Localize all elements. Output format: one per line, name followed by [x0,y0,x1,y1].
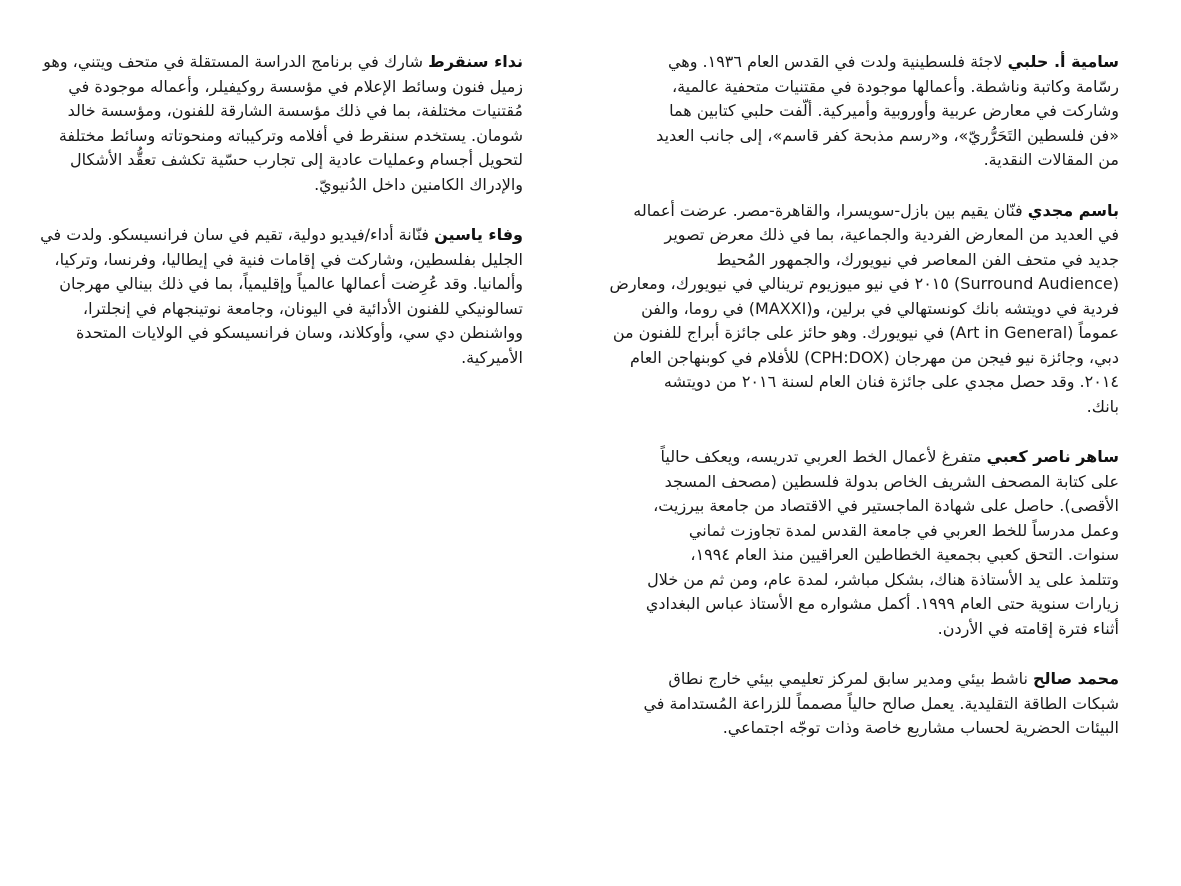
bio-name: باسم مجدي [1027,200,1119,220]
bio-line: ٢٠١٤. وقد حصل مجدي على جائزة فنان العام لسنة ٢٠١٦ من دويتشه [663,372,1119,391]
bio-line: متفرغ لأعمال الخط العربي تدريسه، ويعكف حالياً [660,447,987,466]
bio-line: وألمانيا. وقد عُرِضت أعمالها عالمياً وإقليمياً، بما في ذلك بينالي مهرجان [59,274,523,293]
bio-line: الأميركية. [461,347,523,367]
bio-line: تسالونيكي للفنون الأدائية في اليونان، وجامعة نوتينجهام في إنجلترا، [82,298,523,318]
bio-line: لاجئة فلسطينية ولدت في القدس العام ١٩٣٦. وهي [667,52,1008,71]
bio-line: على كتابة المصحف الشريف الخاص بدولة فلسطين (مصحف المسجد [664,471,1119,491]
bio-name: محمد صالح [1033,669,1119,688]
bio-line: زيارات سنوية حتى العام ١٩٩٩. أكمل مشواره مع الأستاذ عباس البغدادي [645,594,1119,613]
bio-line: فنّانة أداء/فيديو دولية، تقيم في سان فرانسيسكو. ولدت في [40,225,435,244]
bio-line: (Surround Audience) ٢٠١٥ في نيو ميوزيوم ترينالي في نيويورك، ومعارض [609,274,1119,293]
bio-nida-sinnokrot [43,50,523,197]
bio-line: جديد في متحف الفن المعاصر في نيويورك، والجمهور المُحيط [716,249,1119,269]
bio-line: لتحويل أجسام وعمليات عادية إلى تجارب حسّية تكشف تعقُّد الأشكال [70,150,523,169]
bio-line: زميل فنون وسائط الإعلام في مؤسسة روكيفيلر، وأعماله موجودة في [68,76,523,96]
bio-line: البيئات الحضرية لحساب مشاريع خاصة وذات توجّه اجتماعي. [722,718,1119,737]
bio-line: دبي، وجائزة نيو فيجن من مهرجان (CPH:DOX) للأفلام في كوبنهاجن العام [629,347,1119,367]
bio-line: وتتلمذ على يد الأستاذة هناك، بشكل مباشر، لمدة عام، ومن ثم من خلال [647,569,1119,589]
bio-line: شارك في برنامج الدراسة المستقلة في متحف ويتني، وهو [43,52,429,71]
bio-line: بانك. [1086,396,1119,416]
bio-line: الجليل بفلسطين، وشاركت في إقامات فنية في إيطاليا، وفرنسا، وتركيا، [54,249,523,269]
bio-line: وشاركت في معارض عربية وأوروبية وأميركية. ألّفت حلبي كتابين هما [669,101,1119,120]
bio-line: «فن فلسطين التَحَرُّريّ»، و«رسم مذبحة كفر قاسم»، إلى جانب العديد [656,125,1119,145]
bio-line: شومان. يستخدم سنقرط في أفلامه وتركيباته ومنحوتاته وسائط مختلفة [58,125,523,145]
bio-name: ساهر ناصر كعبي [986,447,1119,466]
bio-name: سامية أ. حلبي [1007,52,1119,71]
bio-name: وفاء ياسين [434,225,523,244]
bio-basim-magdy [609,199,1119,420]
bio-samia-halaby [657,50,1119,173]
bio-line: في العديد من المعارض الفردية والجماعية، بما في ذلك معرض تصوير [664,225,1119,244]
bio-mohammad-saleh [643,667,1119,741]
bio-line: فردية في دويتشه بانك كونستهالي في برلين، و(MAXXI) في روما، والفن [641,298,1119,318]
bio-line: فنّان يقيم بين بازل-سويسرا، والقاهرة-مصر. عرضت أعماله [633,200,1028,220]
bio-line: عموماً (Art in General) في نيويورك. وهو حائز على جائزة أبراج للفنون من [612,323,1119,342]
bio-line: رسّامة وكاتبة وناشطة. وأعمالها موجودة في مقتنيات متحفية عالمية، [671,76,1119,96]
bio-line: ناشط بيئي ومدير سابق لمركز تعليمي بيئي خارج نطاق [668,669,1034,688]
bio-wafaa-yasin [40,223,523,370]
bio-line: شبكات الطاقة التقليدية. يعمل صالح حالياً مصمماً للزراعة المُستدامة في [643,693,1119,713]
bios-column-right [609,50,1119,767]
bio-line: مُقتنيات مختلفة، بما في ذلك مؤسسة الشارقة للفنون، ومؤسسة خالد [67,101,523,120]
bio-line: سنوات. التحق كعبي بجمعية الخطاطين العراقيين منذ العام ١٩٩٤، [690,545,1119,564]
bio-line: أثناء فترة إقامته في الأردن. [937,618,1119,638]
bio-line: وعمل مدرساً للخط العربي في جامعة القدس لمدة تجاوزت ثماني [688,520,1119,540]
bio-saher-kaabi [645,445,1119,641]
bio-line: والإدراك الكامنين داخل الدُنيويّ. [314,174,523,194]
bio-line: الأقصى). حاصل على شهادة الماجستير في الاقتصاد من جامعة بيرزيت، [653,496,1119,515]
bio-line: من المقالات النقدية. [983,150,1119,169]
bio-line: وواشنطن دي سي، وأوكلاند، وسان فرانسيسكو في الولايات المتحدة [76,323,523,342]
bios-column-left [40,50,523,396]
bio-name: نداء سنقرط [428,52,523,71]
